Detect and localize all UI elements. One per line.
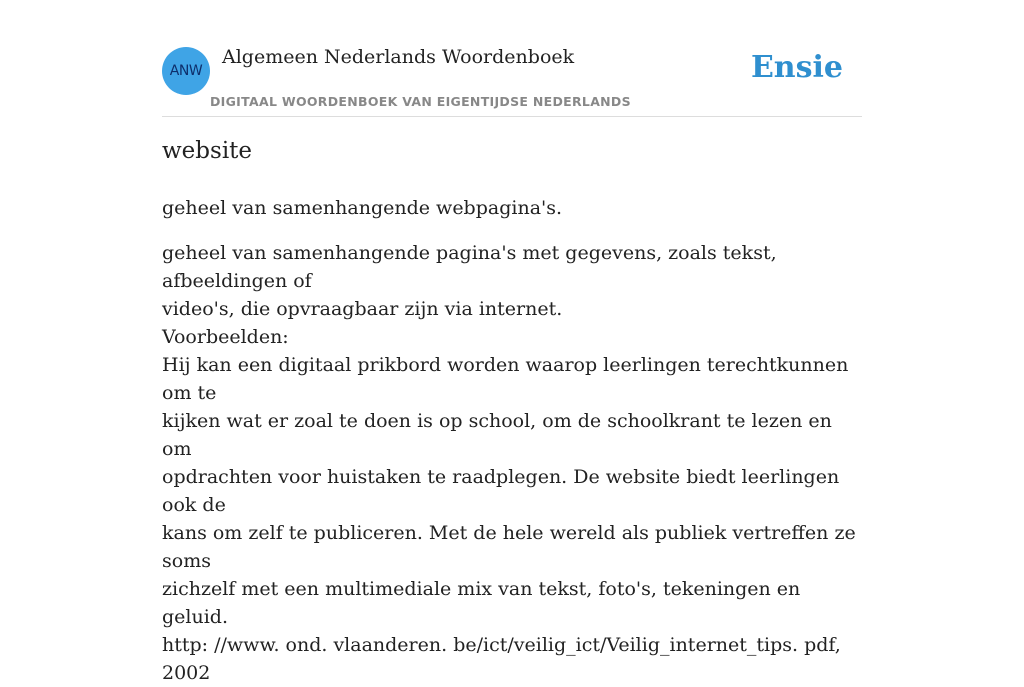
anw-logo-text: ANW [169,63,203,79]
site-title[interactable]: Algemeen Nederlands Woordenboek [222,46,575,68]
anw-logo[interactable] [162,47,210,95]
ensie-brand-link[interactable]: Ensie [750,50,843,85]
page [162,0,862,684]
example-source-link: http: //www. ond. vlaanderen. be/ict/veilig_ict/Veilig_internet_tips. pdf, 2002 [162,634,841,684]
example-line: kans om zelf te publiceren. Met de hele wereld als publiek vertreffen ze soms [162,522,856,572]
examples-label: Voorbeelden: [162,326,289,348]
long-definition [162,239,862,323]
example-line: opdrachten voor huistaken te raadplegen. De website biedt leerlingen ook de [162,466,840,516]
long-definition-line: video's, die opvraagbaar zijn via internet. [162,298,563,320]
example-line: zichzelf met een multimediale mix van tekst, foto's, tekeningen en geluid. [162,578,801,628]
example-line: Hij kan een digitaal prikbord worden waarop leerlingen terechtkunnen om te [162,354,849,404]
site-subtitle: DIGITAAL WOORDENBOEK VAN EIGENTIJDSE NEDERLANDS [210,94,631,109]
site-header [162,0,862,117]
short-definition: geheel van samenhangende webpagina's. [162,197,563,219]
example-line: kijken wat er zoal te doen is op school, om de schoolkrant te lezen en om [162,410,832,460]
headword: website [162,138,253,164]
examples-section [162,323,862,687]
long-definition-line: geheel van samenhangende pagina's met gegevens, zoals tekst, afbeeldingen of [162,242,777,292]
